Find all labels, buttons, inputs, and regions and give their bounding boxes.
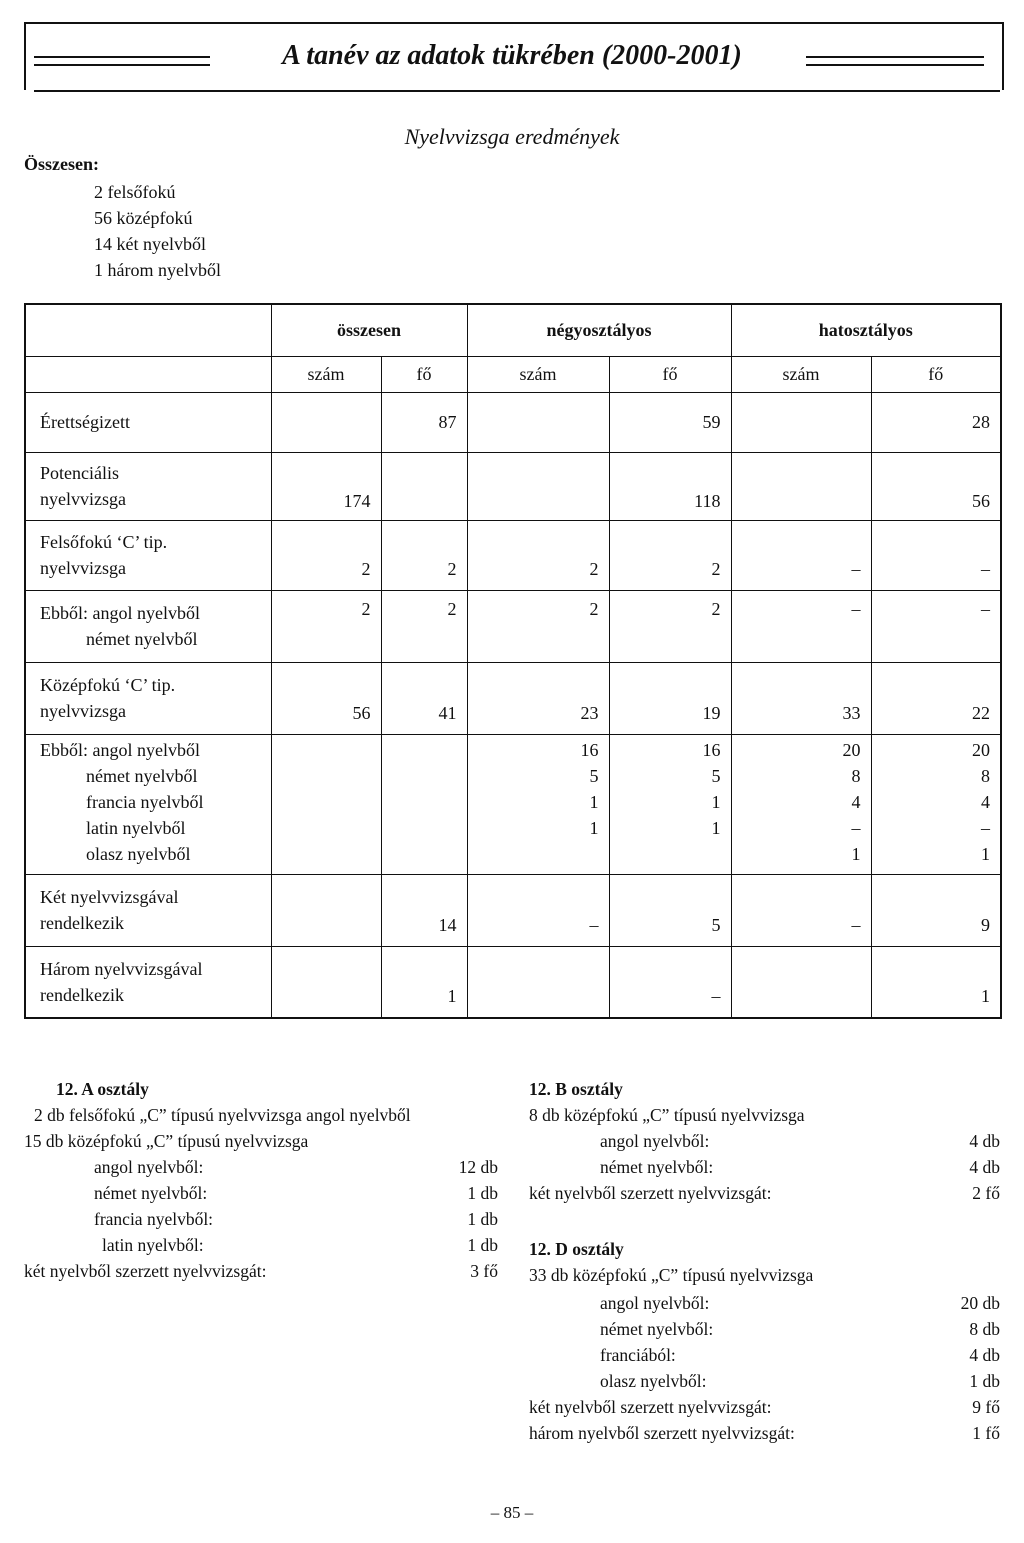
row-label-line: német nyelvből <box>86 765 198 786</box>
cell-line: 5 <box>589 765 599 786</box>
row-label-line: rendelkezik <box>40 984 124 1005</box>
header-divider <box>34 90 1000 92</box>
class-a-item-label: francia nyelvből: <box>94 1209 214 1229</box>
table-cell <box>731 392 871 452</box>
table-row <box>25 662 1001 734</box>
class-a-item-value: 1 db <box>467 1235 498 1255</box>
table-row <box>25 520 1001 590</box>
table-cell: 2 <box>609 520 731 590</box>
table-cell: 23 <box>467 662 609 734</box>
cell-line: 1 <box>711 791 721 812</box>
row-label-line: német nyelvből <box>86 629 198 649</box>
cell-line: 8 <box>851 765 861 786</box>
class-d-item-value: 20 db <box>960 1293 1000 1313</box>
table-cell: 22 <box>871 662 1001 734</box>
class-a-line: 2 db felsőfokú „C” típusú nyelvvizsga angol nyelvből <box>34 1105 411 1125</box>
table-cell <box>467 946 609 1018</box>
class-b-title: 12. B osztály <box>529 1079 623 1099</box>
summary-line: 14 két nyelvből <box>94 234 206 254</box>
row-label <box>25 874 271 946</box>
cell-line: 4 <box>981 791 990 812</box>
table-cell <box>731 734 871 874</box>
table-cell: 14 <box>381 874 467 946</box>
subheader-cell: szám <box>731 356 871 392</box>
table-cell: 2 <box>381 590 467 662</box>
table-cell: 5 <box>609 874 731 946</box>
table-row <box>25 874 1001 946</box>
table-cell <box>271 392 381 452</box>
table-cell <box>271 874 381 946</box>
table-cell: 33 <box>731 662 871 734</box>
table-row <box>25 590 1001 662</box>
class-b-item-value: 4 db <box>969 1157 1000 1177</box>
row-label-line: Ebből: angol nyelvből <box>40 603 200 623</box>
page-header-title: A tanév az adatok tükrében (2000-2001) <box>282 40 742 71</box>
table-cell: – <box>731 874 871 946</box>
table-cell: 1 <box>871 946 1001 1018</box>
subheader-cell: fő <box>609 356 731 392</box>
class-d-item-label: angol nyelvből: <box>600 1293 710 1313</box>
summary-heading: Összesen: <box>24 154 99 174</box>
table-cell: 9 <box>871 874 1001 946</box>
row-label-line: Három nyelvvizsgával <box>40 958 203 979</box>
cell-line: – <box>851 817 861 838</box>
table-cell: 2 <box>609 590 731 662</box>
table-cell: – <box>731 520 871 590</box>
class-d-line: 33 db középfokú „C” típusú nyelvvizsga <box>529 1265 814 1285</box>
table-cell <box>467 734 609 874</box>
class-a-item-value: 12 db <box>458 1157 498 1177</box>
subheader-cell: fő <box>381 356 467 392</box>
cell-line: 16 <box>702 739 721 760</box>
class-d-item-value: 8 db <box>969 1319 1000 1339</box>
cell-line: 20 <box>972 739 990 760</box>
class-b-total-label: két nyelvből szerzett nyelvvizsgát: <box>529 1183 772 1203</box>
summary-line: 56 középfokú <box>94 208 193 228</box>
group-header-osszesen: összesen <box>271 304 467 356</box>
row-label-line: Felsőfokú ‘C’ tip. <box>40 532 168 552</box>
table-cell <box>467 392 609 452</box>
table-cell <box>381 452 467 520</box>
table-cell: 2 <box>381 520 467 590</box>
row-label-line: nyelvvizsga <box>40 489 126 509</box>
subheader-cell: szám <box>467 356 609 392</box>
class-b-item-label: angol nyelvből: <box>600 1131 710 1151</box>
row-label-line: olasz nyelvből <box>86 843 191 864</box>
table-cell <box>731 946 871 1018</box>
class-d-total-value: 9 fő <box>972 1397 1000 1417</box>
row-label-line: Potenciális <box>40 463 119 483</box>
cell-line: 5 <box>711 765 721 786</box>
table-cell <box>731 452 871 520</box>
row-label <box>25 520 271 590</box>
cell-line: 1 <box>981 843 990 864</box>
class-d-item-value: 4 db <box>969 1345 1000 1365</box>
group-header-negyosztalyos: négyosztályos <box>467 304 731 356</box>
cell-line: 4 <box>851 791 861 812</box>
table-cell: 2 <box>467 590 609 662</box>
cell-line: 1 <box>711 817 721 838</box>
class-d-total-value: 1 fő <box>972 1423 1000 1443</box>
table-cell: 2 <box>271 520 381 590</box>
table-cell: – <box>871 520 1001 590</box>
row-label-line: Középfokú ‘C’ tip. <box>40 675 176 695</box>
class-d-item-value: 1 db <box>969 1371 1000 1391</box>
class-d-title: 12. D osztály <box>529 1239 624 1259</box>
table-corner-cell <box>25 356 271 392</box>
subheader-cell: fő <box>871 356 1001 392</box>
class-d-total-label: két nyelvből szerzett nyelvvizsgát: <box>529 1397 772 1417</box>
class-a-item-label: angol nyelvből: <box>94 1157 204 1177</box>
table-cell: 1 <box>381 946 467 1018</box>
page-number: – 85 – <box>490 1503 534 1522</box>
class-d-item-label: franciából: <box>600 1345 676 1365</box>
table-cell <box>381 734 467 874</box>
class-b-item-value: 4 db <box>969 1131 1000 1151</box>
row-label-line: nyelvvizsga <box>40 701 126 721</box>
table-cell: 87 <box>381 392 467 452</box>
table-cell: – <box>467 874 609 946</box>
summary-line: 2 felsőfokú <box>94 182 176 202</box>
table-cell: 2 <box>467 520 609 590</box>
class-a-total-label: két nyelvből szerzett nyelvvizsgát: <box>24 1261 267 1281</box>
group-header-hatosztalyos: hatosztályos <box>731 304 1001 356</box>
class-d-total-label: három nyelvből szerzett nyelvvizsgát: <box>529 1423 795 1443</box>
class-d-item-label: olasz nyelvből: <box>600 1371 707 1391</box>
row-label-line: latin nyelvből <box>86 817 186 838</box>
class-a-item-value: 1 db <box>467 1183 498 1203</box>
row-label: Érettségizett <box>25 392 271 452</box>
table-cell: 19 <box>609 662 731 734</box>
table-cell <box>467 452 609 520</box>
table-cell: 56 <box>271 662 381 734</box>
cell-line: 1 <box>589 817 599 838</box>
table-cell <box>871 734 1001 874</box>
row-label <box>25 946 271 1018</box>
summary-line: 1 három nyelvből <box>94 260 221 280</box>
class-a-item-value: 1 db <box>467 1209 498 1229</box>
class-b-total-value: 2 fő <box>972 1183 1000 1203</box>
table-cell: 174 <box>271 452 381 520</box>
row-label-line: nyelvvizsga <box>40 558 126 578</box>
subheader-cell: szám <box>271 356 381 392</box>
table-group-header-row <box>25 304 1001 356</box>
table-cell <box>609 734 731 874</box>
cell-line: 20 <box>842 739 861 760</box>
table-corner-cell <box>25 304 271 356</box>
row-label <box>25 662 271 734</box>
table-row <box>25 452 1001 520</box>
table-cell: 118 <box>609 452 731 520</box>
cell-line: – <box>981 817 990 838</box>
class-b-item-label: német nyelvből: <box>600 1157 714 1177</box>
table-cell: 2 <box>271 590 381 662</box>
cell-line: 1 <box>851 843 861 864</box>
class-b-line: 8 db középfokú „C” típusú nyelvvizsga <box>529 1105 805 1125</box>
row-label <box>25 452 271 520</box>
table-cell <box>271 946 381 1018</box>
row-label-line: Két nyelvvizsgával <box>40 887 179 907</box>
class-a-item-label: latin nyelvből: <box>102 1235 204 1255</box>
table-cell: – <box>871 590 1001 662</box>
section-title: Nyelvvizsga eredmények <box>404 124 620 149</box>
class-a-total-value: 3 fő <box>470 1261 498 1281</box>
table-row <box>25 392 1001 452</box>
table-row <box>25 734 1001 874</box>
language-exam-table <box>24 303 1002 1019</box>
cell-line: 8 <box>981 765 990 786</box>
class-a-line: 15 db középfokú „C” típusú nyelvvizsga <box>24 1131 309 1151</box>
table-cell: – <box>731 590 871 662</box>
cell-line: 1 <box>589 791 599 812</box>
table-cell: 56 <box>871 452 1001 520</box>
class-a-item-label: német nyelvből: <box>94 1183 208 1203</box>
table-row <box>25 946 1001 1018</box>
row-label <box>25 734 271 874</box>
class-a-title: 12. A osztály <box>56 1079 149 1099</box>
table-subheader-row <box>25 356 1001 392</box>
table-cell <box>271 734 381 874</box>
table-cell: 28 <box>871 392 1001 452</box>
table-cell: 41 <box>381 662 467 734</box>
row-label <box>25 590 271 662</box>
table-cell: – <box>609 946 731 1018</box>
row-label-line: francia nyelvből <box>86 791 204 812</box>
row-label-line: Ebből: angol nyelvből <box>40 739 200 760</box>
class-d-item-label: német nyelvből: <box>600 1319 714 1339</box>
row-label-line: rendelkezik <box>40 913 124 933</box>
cell-line: 16 <box>580 739 599 760</box>
table-cell: 59 <box>609 392 731 452</box>
